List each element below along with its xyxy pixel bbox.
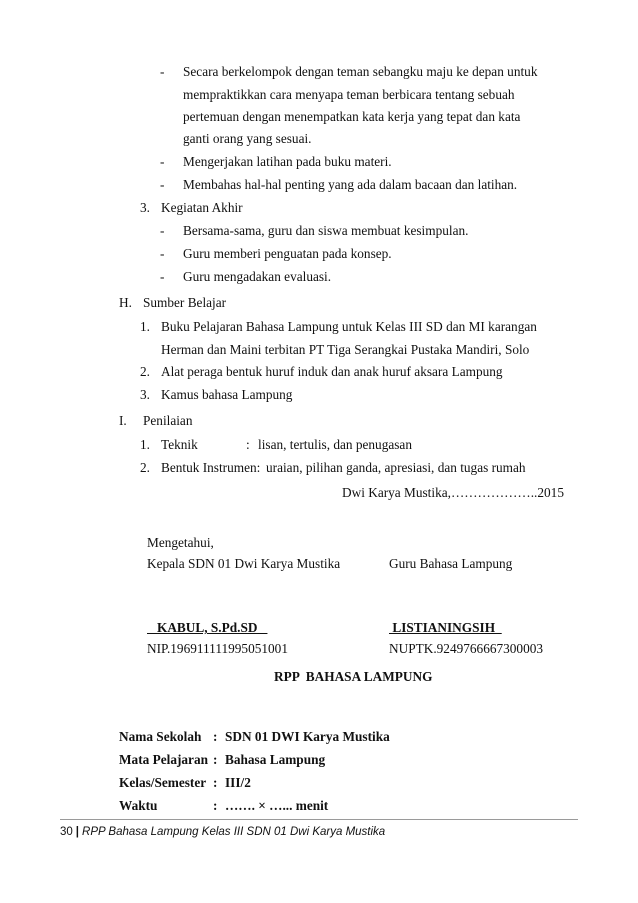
activity-line: ganti orang yang sesuai. bbox=[183, 131, 312, 146]
bullet-dash: - bbox=[160, 246, 165, 261]
page-number: 30 bbox=[60, 826, 73, 838]
left-role: Kepala SDN 01 Dwi Karya Mustika bbox=[147, 556, 341, 571]
field-value: III/2 bbox=[225, 775, 251, 790]
field-value: SDN 01 DWI Karya Mustika bbox=[225, 729, 390, 744]
field-colon: : bbox=[213, 752, 218, 767]
activity-line: Mengerjakan latihan pada buku materi. bbox=[183, 154, 392, 169]
page-footer bbox=[60, 826, 385, 838]
activity-line: Membahas hal-hal penting yang ada dalam bacaan dan latihan. bbox=[183, 177, 518, 192]
footer-title: RPP Bahasa Lampung Kelas III SDN 01 Dwi Karya Mustika bbox=[82, 826, 386, 838]
activity-line: Guru memberi penguatan pada konsep. bbox=[183, 246, 392, 261]
section-title: Kegiatan Akhir bbox=[161, 200, 243, 215]
activity-line: mempraktikkan cara menyapa teman berbicara tentang sebuah bbox=[183, 87, 515, 102]
assessment-value: lisan, tertulis, dan penugasan bbox=[258, 437, 412, 452]
place-date: Dwi Karya Mustika,………………..2015 bbox=[342, 485, 564, 500]
assessment-colon: : bbox=[246, 437, 250, 452]
list-line: Kamus bahasa Lampung bbox=[161, 387, 293, 402]
bullet-dash: - bbox=[160, 269, 165, 284]
list-number: 2. bbox=[140, 364, 150, 379]
field-colon: : bbox=[213, 729, 218, 744]
field-colon: : bbox=[213, 775, 218, 790]
list-line: Herman dan Maini terbitan PT Tiga Serangkai Pustaka Mandiri, Solo bbox=[161, 342, 530, 357]
section-letter: H. bbox=[119, 295, 132, 310]
field-label: Waktu bbox=[119, 798, 158, 813]
assessment-value: uraian, pilihan ganda, apresiasi, dan tugas rumah bbox=[266, 460, 526, 475]
right-role: Guru Bahasa Lampung bbox=[389, 556, 513, 571]
field-colon: : bbox=[213, 798, 218, 813]
bullet-dash: - bbox=[160, 177, 165, 192]
list-line: Buku Pelajaran Bahasa Lampung untuk Kelas III SD dan MI karangan bbox=[161, 319, 537, 334]
footer-separator: | bbox=[75, 826, 80, 838]
field-value: Bahasa Lampung bbox=[225, 752, 326, 767]
bullet-dash: - bbox=[160, 154, 165, 169]
list-line: Alat peraga bentuk huruf induk dan anak huruf aksara Lampung bbox=[161, 364, 503, 379]
field-label: Mata Pelajaran bbox=[119, 752, 208, 767]
field-label: Nama Sekolah bbox=[119, 729, 202, 744]
left-signatory-name: KABUL, S.Pd.SD bbox=[147, 620, 268, 635]
section-letter: I. bbox=[119, 413, 127, 428]
activity-line: Bersama-sama, guru dan siswa membuat kesimpulan. bbox=[183, 223, 469, 238]
field-label: Kelas/Semester bbox=[119, 775, 207, 790]
bullet-dash: - bbox=[160, 64, 165, 79]
assessment-label: Teknik bbox=[161, 437, 198, 452]
footer-divider bbox=[60, 819, 578, 820]
list-number: 1. bbox=[140, 319, 150, 334]
section-title: Penilaian bbox=[143, 413, 193, 428]
activity-line: pertemuan dengan menempatkan kata kerja yang tepat dan kata bbox=[183, 109, 521, 124]
left-id: NIP.196911111995051001 bbox=[147, 641, 288, 656]
rpp-heading: RPP BAHASA LAMPUNG bbox=[274, 669, 433, 684]
bullet-dash: - bbox=[160, 223, 165, 238]
right-signatory-name: LISTIANINGSIH bbox=[389, 620, 502, 635]
list-number: 1. bbox=[140, 437, 150, 452]
list-number: 2. bbox=[140, 460, 150, 475]
field-value: ……. × …... menit bbox=[225, 798, 329, 813]
right-id: NUPTK.9249766667300003 bbox=[389, 641, 544, 656]
acknowledge-label: Mengetahui, bbox=[147, 535, 214, 550]
section-title: Sumber Belajar bbox=[143, 295, 227, 310]
activity-line: Secara berkelompok dengan teman sebangku maju ke depan untuk bbox=[183, 64, 538, 79]
list-number: 3. bbox=[140, 387, 150, 402]
assessment-label: Bentuk Instrumen: bbox=[161, 460, 261, 475]
section-number: 3. bbox=[140, 200, 150, 215]
activity-line: Guru mengadakan evaluasi. bbox=[183, 269, 332, 284]
